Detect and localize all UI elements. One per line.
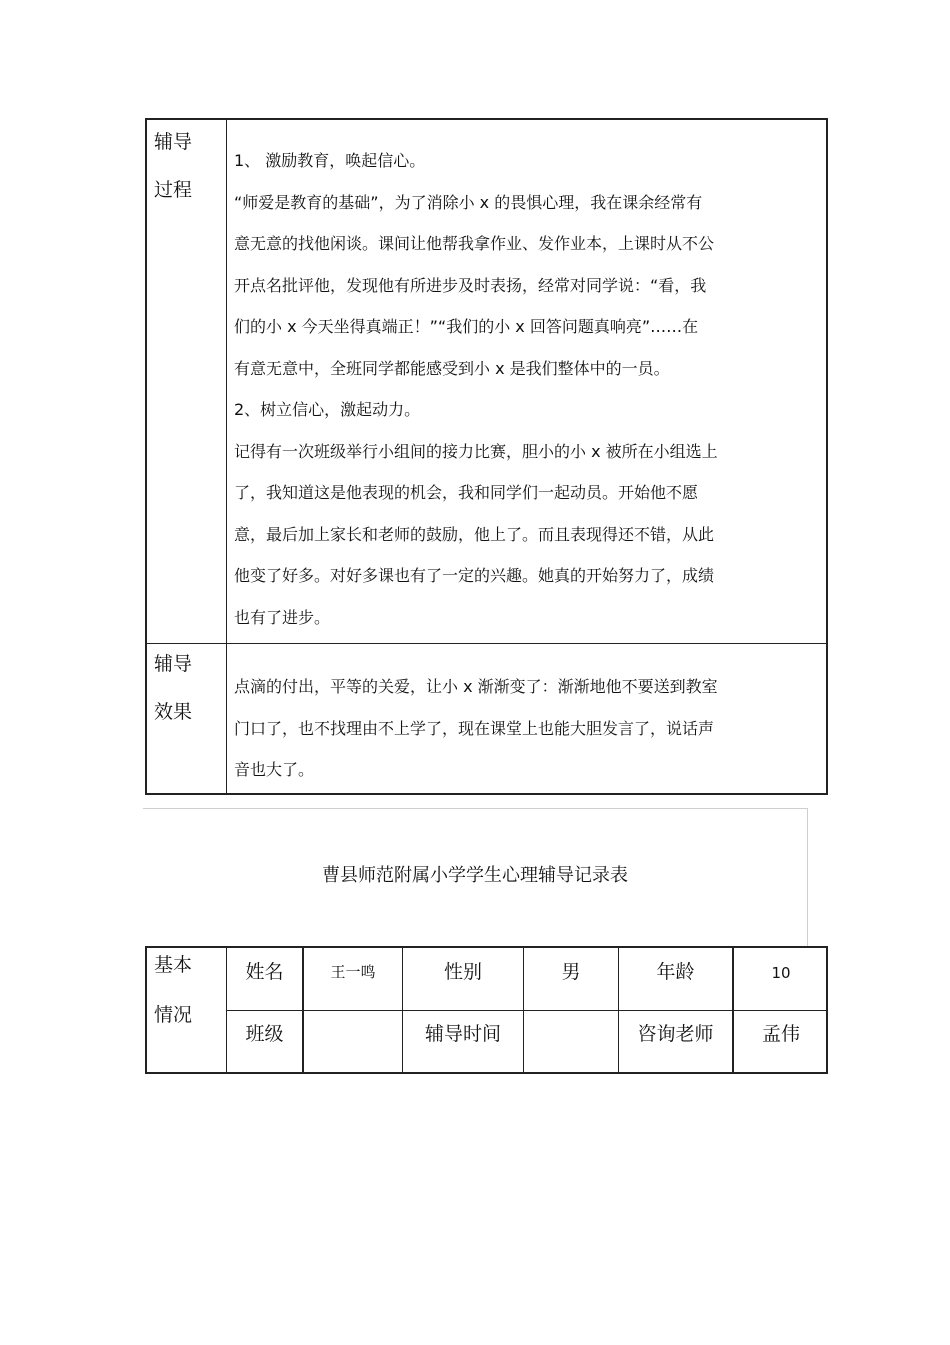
gender-label: 性别 [443,961,482,983]
process-line: 也有了进步。 [234,607,331,627]
title-box [143,808,808,948]
process-label [154,118,214,214]
name-value: 王一鸣 [330,963,376,981]
process-line: 1、 激励教育，唤起信心。 [234,151,426,170]
document-title: 曹县师范附属小学学生心理辅导记录表 [322,865,628,886]
process-label-line1: 辅导 [154,131,193,153]
process-line: 2、树立信心，激起动力。 [234,400,421,419]
effect-label [154,640,214,736]
process-line: 了，我知道这是他表现的机会，我和同学们一起动员。开始他不愿 [234,483,699,502]
counseling-record-table [145,118,828,795]
effect-line: 点滴的付出，平等的关爱，让小 x 渐渐变了：渐渐地他不要送到教室 [234,677,718,696]
process-line: 们的小 x 今天坐得真端正！”“我们的小 x 回答问题真响亮”……在 [234,317,699,336]
class-label: 班级 [245,1023,284,1045]
basic-info-table [145,946,828,1074]
process-line: 意无意的找他闲谈。课间让他帮我拿作业、发作业本，上课时从不公 [234,234,715,253]
process-line: 他变了好多。对好多课也有了一定的兴趣。她真的开始努力了，成绩 [234,566,715,585]
effect-line: 门口了，也不找理由不上学了，现在课堂上也能大胆发言了，说话声 [234,718,715,738]
effect-line: 音也大了。 [234,760,315,779]
basic-info-label-line1: 基本 [154,954,193,976]
age-label: 年龄 [656,961,695,983]
process-label-line2: 过程 [154,179,193,201]
basic-info-label-line2: 情况 [154,1004,193,1026]
row-divider [226,1010,826,1011]
age-value: 10 [771,964,791,982]
basic-info-label [154,940,214,1040]
effect-content [234,666,814,791]
process-line: 意，最后加上家长和老师的鼓励，他上了。而且表现得还不错，从此 [234,524,715,544]
effect-label-line2: 效果 [154,701,193,723]
time-label: 辅导时间 [424,1023,501,1045]
process-line: 开点名批评他，发现他有所进步及时表扬，经常对同学说：“看，我 [234,275,707,295]
process-line: “师爱是教育的基础”，为了消除小 x 的畏惧心理，我在课余经常有 [234,192,703,212]
process-content [234,140,814,638]
effect-label-line1: 辅导 [154,653,193,675]
process-line: 记得有一次班级举行小组间的接力比赛，胆小的小 x 被所在小组选上 [234,441,718,461]
name-label: 姓名 [245,961,284,983]
process-line: 有意无意中，全班同学都能感受到小 x 是我们整体中的一员。 [234,358,670,378]
teacher-value: 孟伟 [761,1023,800,1045]
teacher-label: 咨询老师 [637,1023,714,1045]
gender-value: 男 [561,961,581,983]
column-divider [226,120,227,793]
row-divider [147,643,826,644]
